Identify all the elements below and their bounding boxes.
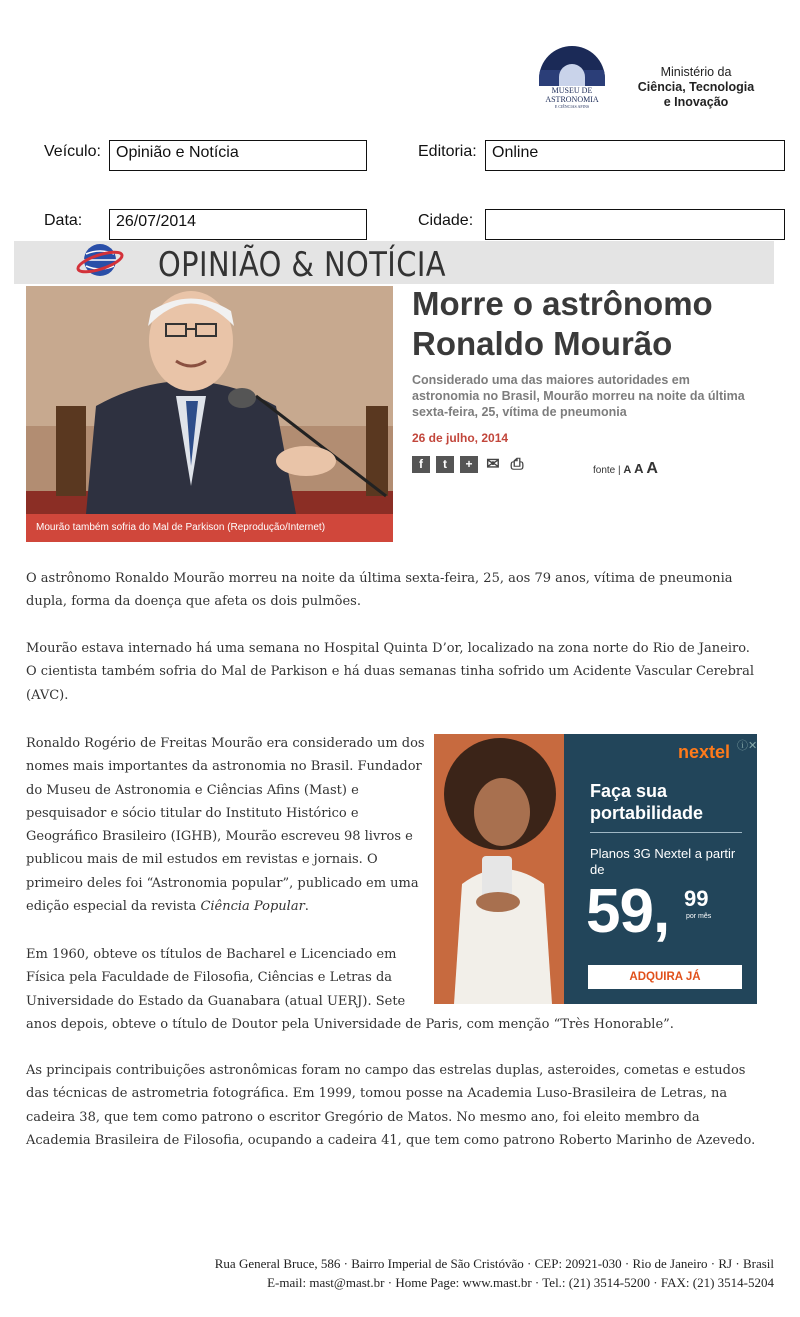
globe-icon: [76, 240, 124, 280]
site-title: OPINIÃO & NOTÍCIA: [158, 245, 447, 285]
mast-logo-line3: E CIÊNCIAS AFINS: [554, 104, 590, 109]
data-label: Data:: [44, 212, 83, 229]
ministerio-line3: e Inovação: [663, 95, 729, 109]
mast-logo: [535, 46, 609, 112]
article-photo: [26, 286, 393, 514]
font-size-control: fonte | A A A: [593, 460, 658, 477]
ad-brand: nextel: [678, 742, 731, 762]
font-large-button[interactable]: A: [646, 460, 658, 477]
article-subhead: Considerado uma das maiores autoridades em astronomia no Brasil, Mourão morreu na noite da última sexta-feira, 25, vítima de pneumonia: [412, 373, 745, 419]
footer-contact: E-mail: mast@mast.br · Home Page: www.mast.br · Tel.: (21) 3514-5200 · FAX: (21) 3514-5204: [267, 1275, 774, 1290]
observatory-dome-icon: [539, 46, 605, 86]
twitter-icon[interactable]: t: [436, 456, 454, 473]
veiculo-field[interactable]: Opinião e Notícia: [109, 140, 367, 171]
ministerio-line2: Ciência, Tecnologia: [637, 80, 755, 94]
email-icon[interactable]: ✉: [486, 456, 500, 473]
veiculo-label: Veículo:: [44, 143, 101, 160]
ad-close-icon[interactable]: ⓘ✕: [737, 740, 757, 752]
data-field[interactable]: 26/07/2014: [109, 209, 367, 240]
footer-address: Rua General Bruce, 586 · Bairro Imperial de São Cristóvão · CEP: 20921-030 · Rio de Janeiro · RJ · Brasil: [214, 1256, 774, 1271]
ad-price-cents: 99: [684, 886, 709, 911]
paragraph-3: Ronaldo Rogério de Freitas Mourão era considerado um dos nomes mais importantes da astronomia no Brasil. Fundador do Museu de Astronomia e Ciências Afins (Mast) e pesquisador e sócio titular do Instituto Histórico e Geográfico Brasileiro (IGHB), Mourão escreveu 98 livros e publicou mais de mil estudos em revistas e jornais. O primeiro deles foi “Astronomia popular”, publicado em uma edição especial da revista Ciência Popular.: [26, 736, 425, 915]
fonte-label: fonte: [593, 465, 616, 476]
paragraph-4-continued: anos depois, obteve o título de Doutor pela Universidade de Paris, com menção “Très Honorable”.: [26, 1017, 674, 1032]
ad-period: por mês: [686, 913, 712, 920]
nextel-ad[interactable]: [434, 734, 757, 1004]
share-toolbar: [412, 456, 526, 473]
magazine-name: Ciência Popular: [200, 899, 305, 915]
editoria-label: Editoria:: [418, 143, 477, 160]
editoria-field[interactable]: Online: [485, 140, 785, 171]
ministerio-line1: Ministério da: [660, 65, 732, 79]
paragraph-3-text: Ronaldo Rogério de Freitas Mourão era considerado um dos nomes mais importantes da astronomia no Brasil. Fundador do Museu de Astronomia e Ciências Afins (Mast) e pesquisador e sócio titular do Instituto Histórico e Geográfico Brasileiro (IGHB), Mourão escreveu 98 livros e publicou mais de mil estudos em revistas e jornais. O primeiro deles foi “Astronomia popular”, publicado em uma edição especial da revista: [26, 736, 425, 915]
ad-photo: [434, 734, 564, 1004]
article-headline: Morre o astrônomo Ronaldo Mourão: [412, 285, 713, 362]
cidade-field[interactable]: [485, 209, 785, 240]
ad-headline: Faça sua portabilidade: [590, 781, 704, 823]
paragraph-4: Em 1960, obteve os títulos de Bacharel e Licenciado em Física pela Faculdade de Filosofia, Ciências e Letras da Universidade do Estado da Guanabara (atual UERJ). Sete: [26, 947, 406, 1009]
mast-logo-line1: MUSEU DE: [551, 86, 593, 95]
ad-divider: [590, 832, 742, 833]
mast-logo-line2: ASTRONOMIA: [545, 95, 599, 104]
plus-share-icon[interactable]: +: [460, 456, 478, 473]
paragraph-2: Mourão estava internado há uma semana no Hospital Quinta D’or, localizado na zona norte do Rio de Janeiro. O cientista também sofria do Mal de Parkison e há duas semanas tinha sofrido um Acidente Vascular Cerebral (AVC).: [26, 641, 755, 703]
font-medium-button[interactable]: A: [634, 461, 644, 476]
cidade-label: Cidade:: [418, 212, 474, 229]
article-date: 26 de julho, 2014: [412, 431, 509, 445]
ad-price: 59,: [586, 877, 670, 946]
photo-caption: Mourão também sofria do Mal de Parkison (Reprodução/Internet): [26, 514, 393, 542]
ad-cta-button[interactable]: ADQUIRA JÁ: [588, 965, 742, 989]
paragraph-1: O astrônomo Ronaldo Mourão morreu na noite da última sexta-feira, 25, aos 79 anos, vítima de pneumonia dupla, forma da doença que afeta os dois pulmões.: [26, 571, 733, 610]
ad-subtext: Planos 3G Nextel a partir de: [590, 846, 736, 877]
print-icon[interactable]: ⎙: [510, 456, 524, 473]
font-small-button[interactable]: A: [623, 464, 632, 476]
ministerio-logo: [626, 65, 766, 110]
facebook-icon[interactable]: f: [412, 456, 430, 473]
paragraph-5: As principais contribuições astronômicas foram no campo das estrelas duplas, asteroides, cometas e estudos das técnicas de astrometria fotográfica. Em 1999, tomou posse na Academia Luso-Brasileira de Letras, na cadeira 38, que tem como patrono o escritor Gregório de Matos. No mesmo ano, foi eleito membro da Academia Brasileira de Filosofia, ocupando a cadeira 41, que tem como patrono Roberto Marinho de Azevedo.: [26, 1063, 756, 1148]
